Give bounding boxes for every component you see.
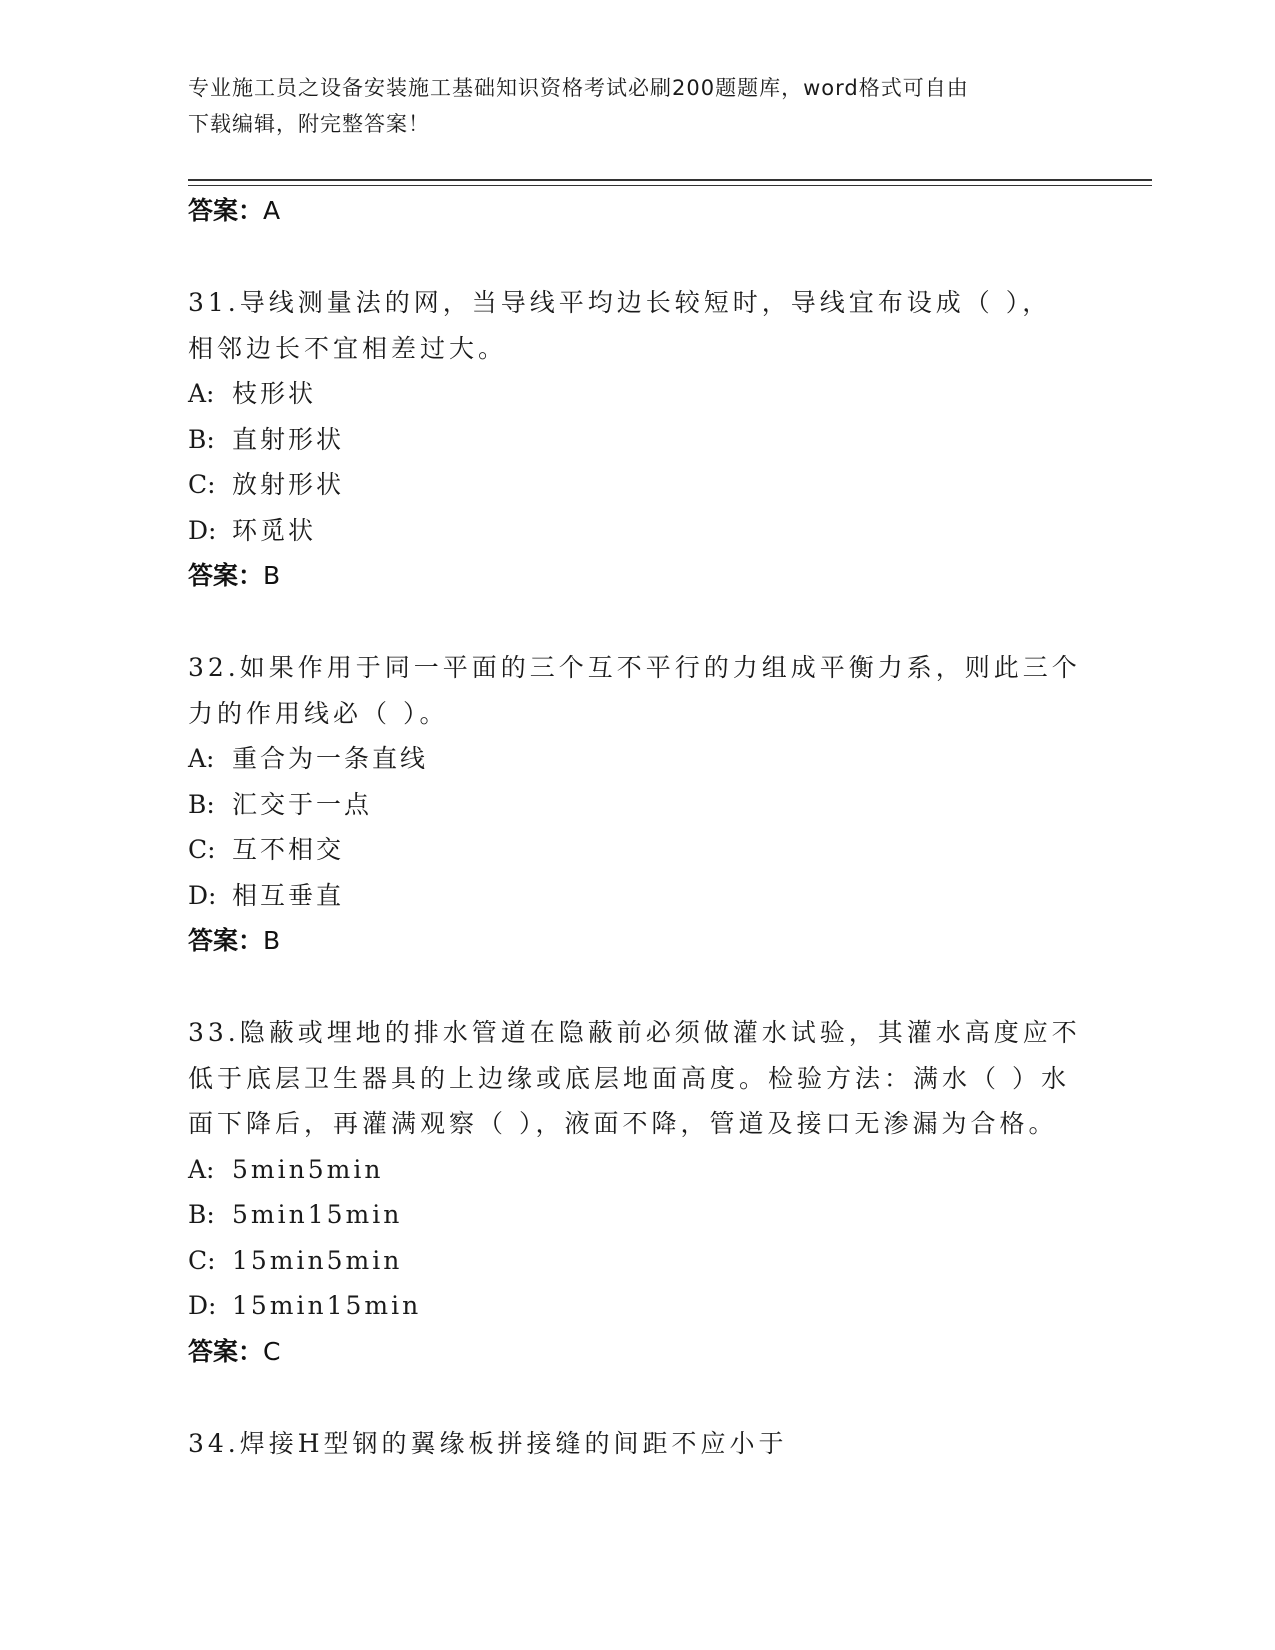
option-text: 相互垂直 bbox=[232, 880, 345, 910]
option-text: 直射形状 bbox=[232, 424, 345, 454]
option-b bbox=[188, 417, 1088, 463]
question-item bbox=[188, 280, 1088, 599]
option-key: D: bbox=[188, 515, 217, 545]
option-key: D: bbox=[188, 1291, 217, 1320]
spacer bbox=[188, 599, 1088, 645]
option-b bbox=[188, 782, 1088, 828]
option-a bbox=[188, 1147, 1088, 1193]
option-key: B: bbox=[188, 424, 215, 454]
answer-label: 答案： bbox=[188, 1336, 264, 1366]
question-stem-line: 34.焊接H型钢的翼缘板拼接缝的间距不应小于 bbox=[188, 1428, 788, 1458]
option-key: B: bbox=[188, 789, 215, 819]
option-text: 放射形状 bbox=[232, 470, 345, 499]
header-divider-thin bbox=[188, 185, 1152, 186]
spacer bbox=[188, 234, 1088, 280]
option-a bbox=[188, 371, 1088, 417]
answer-line bbox=[188, 553, 1088, 599]
option-key: A: bbox=[188, 379, 215, 408]
question-list bbox=[188, 188, 1088, 1466]
option-text: 枝形状 bbox=[232, 379, 317, 408]
header-title-line-1: 专业施工员之设备安装施工基础知识资格考试必刷200题题库，word格式可自由 bbox=[188, 76, 969, 100]
option-text: 重合为一条直线 bbox=[232, 744, 429, 773]
question-stem-line: 低于底层卫生器具的上边缘或底层地面高度。检验方法：满水（ ）水 bbox=[188, 1063, 1070, 1093]
answer-line bbox=[188, 188, 1088, 234]
option-key: C: bbox=[188, 470, 216, 499]
option-key: B: bbox=[188, 1200, 215, 1229]
option-text: 汇交于一点 bbox=[232, 789, 373, 819]
option-d bbox=[188, 508, 1088, 554]
document-header bbox=[188, 70, 1088, 142]
answer-line bbox=[188, 1329, 1088, 1375]
answer-label: 答案： bbox=[188, 196, 264, 225]
option-text: 15min15min bbox=[232, 1291, 422, 1320]
spacer bbox=[188, 964, 1088, 1010]
option-text: 5min15min bbox=[232, 1200, 403, 1229]
question-stem-line: 相邻边长不宜相差过大。 bbox=[188, 333, 508, 363]
option-key: C: bbox=[188, 1245, 216, 1275]
question-stem-line: 33.隐蔽或埋地的排水管道在隐蔽前必须做灌水试验，其灌水高度应不 bbox=[188, 1018, 1081, 1047]
question-item bbox=[188, 645, 1088, 964]
option-a bbox=[188, 736, 1088, 782]
header-title-line-2: 下载编辑，附完整答案！ bbox=[188, 112, 430, 136]
option-d bbox=[188, 1283, 1088, 1329]
header-divider-thick bbox=[188, 179, 1152, 181]
answer-label: 答案： bbox=[188, 561, 264, 590]
answer-value: A bbox=[263, 196, 281, 225]
option-d bbox=[188, 873, 1088, 919]
option-c bbox=[188, 462, 1088, 508]
question-item bbox=[188, 1010, 1088, 1375]
question-stem-line: 31.导线测量法的网，当导线平均边长较短时，导线宜布设成（ ）， bbox=[188, 288, 1052, 317]
question-stem bbox=[188, 1010, 1088, 1147]
question-stem bbox=[188, 280, 1088, 371]
answer-value: B bbox=[263, 926, 281, 955]
option-text: 15min5min bbox=[232, 1245, 403, 1275]
question-stem bbox=[188, 645, 1088, 736]
option-c bbox=[188, 827, 1088, 873]
question-stem-line: 力的作用线必（ ）。 bbox=[188, 698, 449, 728]
spacer bbox=[188, 1375, 1088, 1421]
option-b bbox=[188, 1192, 1088, 1238]
question-item bbox=[188, 1421, 1088, 1467]
answer-value: C bbox=[263, 1336, 281, 1366]
option-key: D: bbox=[188, 880, 217, 910]
option-c bbox=[188, 1238, 1088, 1284]
option-key: A: bbox=[188, 1154, 215, 1184]
question-stem-line: 32.如果作用于同一平面的三个互不平行的力组成平衡力系，则此三个 bbox=[188, 653, 1081, 682]
answer-label: 答案： bbox=[188, 926, 264, 955]
question-stem-line: 面下降后，再灌满观察（ ），液面不降，管道及接口无渗漏为合格。 bbox=[188, 1109, 1058, 1138]
option-text: 互不相交 bbox=[232, 835, 345, 864]
answer-value: B bbox=[263, 561, 281, 590]
option-text: 环觅状 bbox=[232, 515, 317, 545]
answer-line bbox=[188, 918, 1088, 964]
question-stem bbox=[188, 1421, 1088, 1467]
option-key: A: bbox=[188, 744, 215, 773]
option-text: 5min5min bbox=[232, 1154, 384, 1184]
option-key: C: bbox=[188, 835, 216, 864]
